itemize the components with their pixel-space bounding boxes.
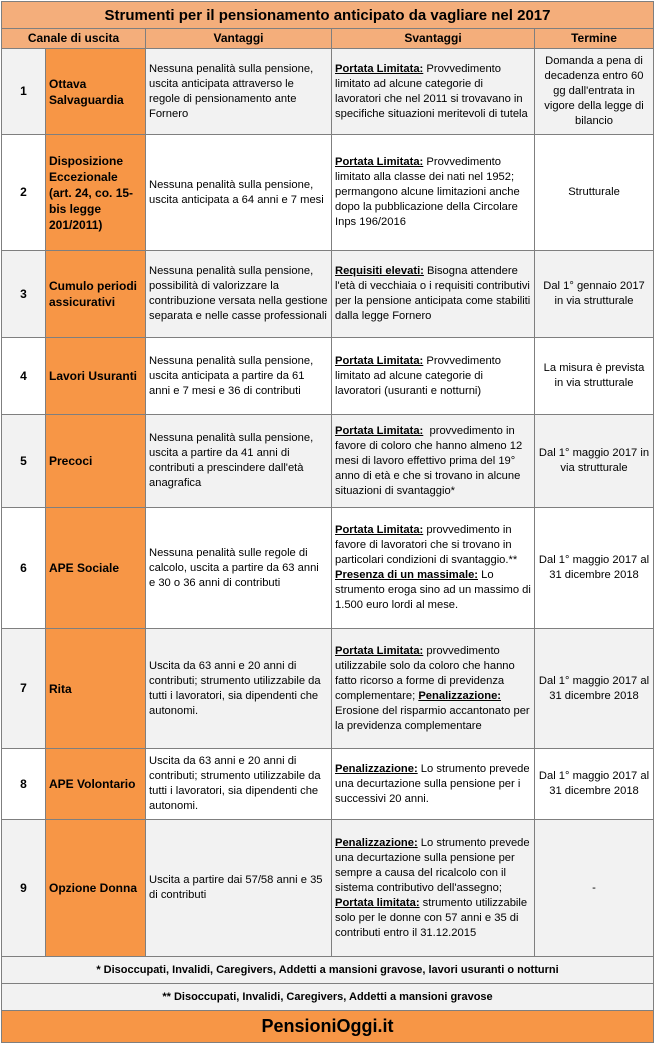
advantages-cell: Nessuna penalità sulla pensione, uscita anticipata a partire da 61 anni e 7 mesi e 36 di contributi: [146, 338, 332, 415]
term-cell: Dal 1° maggio 2017 in via strutturale: [535, 415, 654, 508]
table-row: [2, 508, 654, 629]
advantages-cell: Nessuna penalità sulle regole di calcolo, uscita a partire da 63 anni e 30 o 36 anni di contributi: [146, 508, 332, 629]
disadvantage-text: provvedimento in favore di lavoratori che si trovano in particolari condizioni di svantaggio.**: [335, 524, 521, 566]
column-header-row: [2, 29, 654, 49]
exit-channel-name: Opzione Donna: [49, 881, 137, 895]
advantages-cell: Nessuna penalità sulla pensione, possibilità di valorizzare la contribuzione versata nella gestione separata e nelle casse professionali: [146, 251, 332, 338]
exit-channel-cell: [46, 251, 146, 338]
disadvantages-cell: [332, 508, 535, 629]
footnote-double-star: ** Disoccupati, Invalidi, Caregivers, Addetti a mansioni gravose: [2, 984, 654, 1011]
advantages-cell: Uscita da 63 anni e 20 anni di contributi; strumento utilizzabile da tutti i lavoratori, sia dipendenti che autonomi.: [146, 629, 332, 749]
row-number: 2: [2, 135, 46, 251]
exit-channel-name: Disposizione Eccezionale: [49, 153, 124, 184]
disadvantage-text: Lo strumento prevede una decurtazione sulla pensione per sempre a causa del ricalcolo con il sistema contributivo dell'assegno;: [335, 836, 533, 894]
row-number: 3: [2, 251, 46, 338]
disadvantage-label: Portata Limitata:: [335, 644, 424, 657]
term-cell: Dal 1° gennaio 2017 in via strutturale: [535, 251, 654, 338]
exit-channel-cell: [46, 508, 146, 629]
exit-channel-cell: [46, 629, 146, 749]
table-row: [2, 820, 654, 957]
disadvantage-text: strumento utilizzabile solo per le donne con 57 anni e 35 di contributi entro il 31.12.2015: [335, 896, 531, 939]
disadvantages-cell: [332, 135, 535, 251]
advantages-cell: Uscita a partire dai 57/58 anni e 35 di contributi: [146, 820, 332, 957]
table-row: [2, 749, 654, 820]
disadvantages-cell: [332, 49, 535, 135]
table-title: Strumenti per il pensionamento anticipato da vagliare nel 2017: [2, 2, 654, 29]
exit-channel-name: Precoci: [49, 454, 93, 468]
disadvantage-label: Requisiti elevati:: [335, 265, 424, 277]
table-row: [2, 338, 654, 415]
term-cell: La misura è prevista in via strutturale: [535, 338, 654, 415]
disadvantage-label: Presenza di un massimale:: [335, 569, 479, 581]
disadvantage-text: Erosione del risparmio accantonato per la previdenza complementare: [335, 689, 533, 732]
term-cell: -: [535, 820, 654, 957]
exit-channel-note: (art. 24, co. 15-bis legge 201/2011): [49, 185, 134, 232]
exit-channel-name: Lavori Usuranti: [49, 369, 138, 383]
disadvantage-label: Portata Limitata:: [335, 524, 424, 536]
exit-channel-name: APE Volontario: [49, 777, 136, 791]
disadvantages-cell: [332, 749, 535, 820]
disadvantage-label: Penalizzazione:: [418, 689, 502, 702]
disadvantage-text: provvedimento utilizzabile solo da coloro che hanno fatto ricorso a forme di previdenza complementare;: [335, 644, 518, 702]
column-header-advantages: Vantaggi: [146, 29, 332, 49]
footnote-single-star: * Disoccupati, Invalidi, Caregivers, Addetti a mansioni gravose, lavori usuranti o notturni: [2, 957, 654, 984]
disadvantage-text: Provvedimento limitato ad alcune categorie di lavoratori che nel 2011 si trovavano in specifiche situazioni meritevoli di tutela: [335, 62, 528, 120]
disadvantage-label: Portata Limitata:: [335, 62, 424, 75]
pension-table-page: [1, 1, 653, 1043]
table-body: [2, 2, 654, 957]
term-cell: Dal 1° maggio 2017 al 31 dicembre 2018: [535, 749, 654, 820]
disadvantage-label: Portata Limitata:: [335, 424, 424, 437]
row-number: 5: [2, 415, 46, 508]
disadvantage-label: Portata Limitata:: [335, 156, 424, 168]
disadvantage-text: Lo strumento eroga sino ad un massimo di 1.500 euro lordi al mese.: [335, 569, 534, 611]
disadvantage-text: Provvedimento limitato alla classe dei nati nel 1952; permangono alcune limitazioni anche dopo la pubblicazione della Circolare Inps 196/2016: [335, 156, 523, 228]
brand-logo-text[interactable]: PensioniOggi.it: [2, 1011, 654, 1043]
term-cell: Domanda a pena di decadenza entro 60 gg dall'entrata in vigore della legge di bilancio: [535, 49, 654, 135]
table-row: [2, 49, 654, 135]
row-number: 8: [2, 749, 46, 820]
advantages-cell: Nessuna penalità sulla pensione, uscita a partire da 41 anni di contributi a prescindere dall'età anagrafica: [146, 415, 332, 508]
column-header-term: Termine: [535, 29, 654, 49]
disadvantage-text: Provvedimento limitato ad alcune categorie di lavoratori (usuranti e notturni): [335, 354, 505, 397]
exit-channel-cell: [46, 415, 146, 508]
term-cell: Strutturale: [535, 135, 654, 251]
disadvantage-text: Lo strumento prevede una decurtazione sulla pensione per i successivi 20 anni.: [335, 762, 533, 805]
disadvantages-cell: [332, 629, 535, 749]
exit-channel-cell: [46, 135, 146, 251]
exit-channel-name: Cumulo periodi assicurativi: [49, 279, 137, 309]
disadvantages-cell: [332, 338, 535, 415]
table-row: [2, 251, 654, 338]
term-cell: Dal 1° maggio 2017 al 31 dicembre 2018: [535, 629, 654, 749]
term-cell: Dal 1° maggio 2017 al 31 dicembre 2018: [535, 508, 654, 629]
disadvantage-label: Penalizzazione:: [335, 836, 418, 849]
row-number: 4: [2, 338, 46, 415]
row-number: 1: [2, 49, 46, 135]
disadvantage-text: Bisogna attendere l'età di vecchiaia o i requisiti contributivi per la pensione anticipata come stabiliti dalla legge Fornero: [335, 265, 534, 322]
exit-channel-cell: [46, 820, 146, 957]
disadvantage-label: Portata Limitata:: [335, 354, 424, 367]
disadvantages-cell: [332, 415, 535, 508]
row-number: 9: [2, 820, 46, 957]
disadvantages-cell: [332, 251, 535, 338]
column-header-disadvantages: Svantaggi: [332, 29, 535, 49]
table-row: [2, 135, 654, 251]
row-number: 7: [2, 629, 46, 749]
row-number: 6: [2, 508, 46, 629]
table-row: [2, 629, 654, 749]
disadvantage-label: Portata limitata:: [335, 896, 420, 909]
table-row: [2, 415, 654, 508]
pension-tools-table: [1, 1, 654, 1043]
exit-channel-cell: [46, 338, 146, 415]
exit-channel-name: APE Sociale: [49, 561, 120, 575]
disadvantages-cell: [332, 820, 535, 957]
advantages-cell: Nessuna penalità sulla pensione, uscita anticipata a 64 anni e 7 mesi: [146, 135, 332, 251]
column-header-channel: Canale di uscita: [2, 29, 146, 49]
exit-channel-cell: [46, 49, 146, 135]
table-footer: [2, 957, 654, 1043]
exit-channel-name: Ottava Salvaguardia: [49, 76, 124, 107]
disadvantage-text: provvedimento in favore di coloro che hanno almeno 12 mesi di lavoro effettivo prima del 19° anno di età e che si trovano in alcune situazioni di svantaggio*: [335, 424, 526, 497]
exit-channel-cell: [46, 749, 146, 820]
disadvantage-label: Penalizzazione:: [335, 762, 418, 775]
exit-channel-name: Rita: [49, 681, 72, 696]
advantages-cell: Nessuna penalità sulla pensione, uscita anticipata attraverso le regole di pensionamento ante Fornero: [146, 49, 332, 135]
advantages-cell: Uscita da 63 anni e 20 anni di contributi; strumento utilizzabile da tutti i lavoratori, sia dipendenti che autonomi.: [146, 749, 332, 820]
